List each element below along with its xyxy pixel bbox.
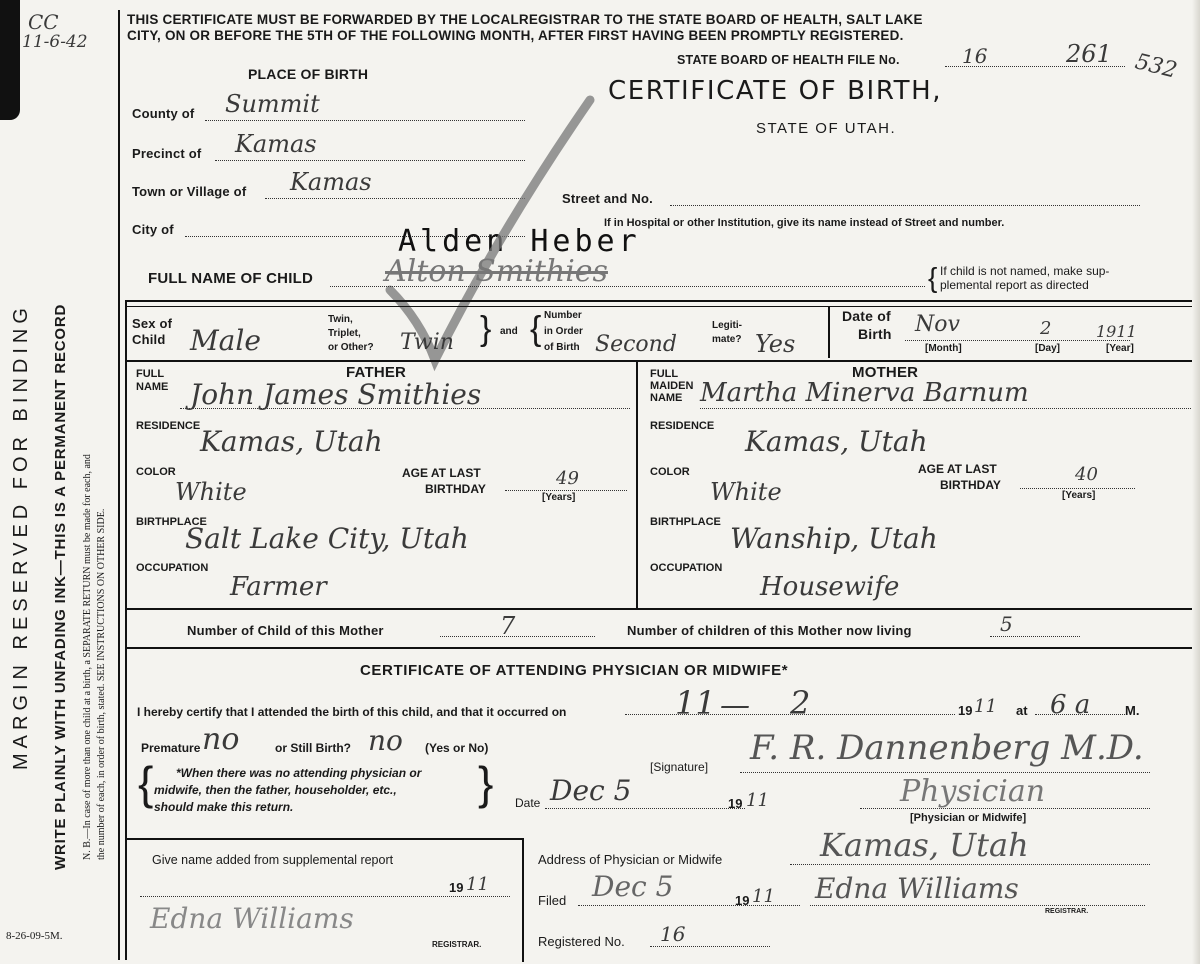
certificate-title: CERTIFICATE OF BIRTH, [608, 76, 943, 106]
town-value: Kamas [290, 168, 372, 196]
hour: 6 a [1050, 690, 1091, 720]
supplemental-label: Give name added from supplemental report [152, 853, 394, 867]
occurred-dash: — [720, 688, 750, 723]
mother-age-label1: AGE AT LAST [918, 462, 997, 476]
yesno-label: (Yes or No) [425, 741, 489, 755]
unnamed-note1: If child is not named, make sup- [940, 264, 1110, 278]
living: 5 [1000, 612, 1013, 636]
date-label: Date [515, 796, 541, 810]
county-label: County of [132, 106, 195, 121]
father-residence-label: RESIDENCE [136, 420, 201, 432]
twin-value: Twin [400, 330, 454, 355]
at-label: at [1016, 703, 1028, 718]
mother-birthplace-label: BIRTHPLACE [650, 516, 721, 528]
signature: F. R. Dannenberg M.D. [750, 728, 1144, 768]
write-plainly-text: WRITE PLAINLY WITH UNFADING INK—THIS IS A PERMANENT RECORD [52, 303, 69, 870]
note-brace-left: { [138, 757, 154, 809]
address-line [790, 864, 1150, 865]
father-age-label2: BIRTHDAY [425, 482, 486, 496]
mother-age-line [1020, 488, 1135, 489]
note-line2: midwife, then the father, householder, etc., [154, 783, 397, 797]
father-color: White [175, 478, 247, 506]
note-brace-right: } [478, 757, 494, 809]
town-label: Town or Village of [132, 184, 247, 199]
living-label: Number of children of this Mother now living [627, 623, 912, 638]
order-label1: Number [544, 310, 582, 321]
child-number-label: Number of Child of this Mother [187, 623, 384, 638]
role-label: [Physician or Midwife] [910, 812, 1027, 824]
nb-note-line1: N. B.—In case of more than one child at a birth, a SEPARATE RETURN must be made for each, and [82, 454, 93, 860]
filed-value: Dec 5 [592, 870, 674, 903]
father-heading: FATHER [346, 364, 407, 381]
filed-year-prefix: 19 [735, 893, 750, 908]
filed-year: 11 [752, 886, 775, 907]
street-line [670, 205, 1140, 206]
month-label: [Month] [925, 343, 962, 354]
mother-occupation: Housewife [760, 572, 900, 602]
twin-brace: } [480, 310, 492, 348]
row-line-parents [126, 360, 1200, 362]
premature-label: Premature [141, 741, 201, 755]
day-label: [Day] [1035, 343, 1061, 354]
sex-label2: Child [132, 332, 166, 347]
father-name: John James Smithies [190, 378, 482, 411]
supplemental-year: 11 [466, 874, 489, 895]
notice-line1: THIS CERTIFICATE MUST BE FORWARDED BY THE LOCALREGISTRAR TO THE STATE BOARD OF HEALTH, SALT LAKE [127, 12, 923, 27]
mother-age: 40 [1075, 464, 1098, 485]
mother-full-label2: MAIDEN [650, 380, 694, 392]
living-line [990, 636, 1080, 637]
dob-month: Nov [915, 312, 960, 337]
mother-years-label: [Years] [1062, 490, 1096, 501]
filed-label: Filed [538, 893, 567, 908]
dob-label2: Birth [858, 326, 892, 342]
father-residence: Kamas, Utah [200, 425, 383, 458]
left-margin [0, 0, 120, 964]
address-label: Address of Physician or Midwife [538, 852, 723, 867]
father-occupation-label: OCCUPATION [136, 562, 209, 574]
corner-date: 11-6-42 [22, 32, 88, 52]
corner-note: CC [28, 10, 59, 34]
corner-number: 532 [1132, 49, 1180, 84]
file-label: STATE BOARD OF HEALTH FILE No. [677, 53, 900, 67]
mother-color: White [710, 478, 782, 506]
physician-heading: CERTIFICATE OF ATTENDING PHYSICIAN OR MIDWIFE* [360, 662, 789, 679]
premature-value: no [202, 722, 240, 757]
precinct-value: Kamas [235, 130, 317, 158]
unnamed-brace: { [928, 262, 938, 293]
mother-name-line [700, 408, 1195, 409]
mother-color-label: COLOR [650, 466, 690, 478]
row-line-top [126, 300, 1200, 302]
occurred-month: 11 [675, 684, 716, 722]
mother-residence: Kamas, Utah [745, 425, 928, 458]
page-edge [1192, 0, 1200, 964]
name-struck: Alton Smithies [385, 254, 608, 289]
date-line [545, 808, 745, 809]
mother-name: Martha Minerva Barnum [700, 378, 1029, 408]
certify-text: I hereby certify that I attended the birth of this child, and that it occurred on [137, 705, 567, 719]
full-name-label: FULL NAME OF CHILD [148, 270, 313, 287]
dob-label1: Date of [842, 308, 891, 324]
year-label: [Year] [1106, 343, 1134, 354]
city-label: City of [132, 222, 174, 237]
father-age-line [505, 490, 627, 491]
signature-line [740, 772, 1150, 773]
registered-value: 16 [660, 922, 686, 946]
filing-registrar-sig: Edna Williams [815, 872, 1019, 905]
order-label2: in Order [544, 326, 583, 337]
signature-label: [Signature] [650, 760, 709, 774]
mother-occupation-label: OCCUPATION [650, 562, 723, 574]
dob-year: 1911 [1096, 322, 1137, 341]
supplemental-registrar-label: REGISTRAR. [432, 940, 482, 949]
file-number: 261 [1066, 40, 1112, 68]
twin-label3: or Other? [328, 342, 374, 353]
margin-reserved-text: MARGIN RESERVED FOR BINDING [10, 303, 32, 770]
m-label: M. [1125, 703, 1140, 718]
legit-label1: Legiti- [712, 320, 742, 331]
precinct-label: Precinct of [132, 146, 202, 161]
name-correction: Alden Heber [398, 224, 641, 259]
sex-label1: Sex of [132, 316, 173, 331]
father-full-label2: NAME [136, 381, 169, 393]
physician-title: Physician [900, 774, 1046, 809]
date-year-prefix: 19 [728, 796, 743, 811]
mother-full-label3: NAME [650, 392, 683, 404]
ink-smudge [0, 0, 20, 120]
dob-day: 2 [1040, 318, 1052, 339]
note-line1: *When there was no attending physician or [176, 766, 422, 780]
legit-label2: mate? [712, 334, 742, 345]
registered-line [650, 946, 770, 947]
form-code: 8-26-09-5M. [6, 930, 63, 942]
stillbirth-value: no [368, 724, 403, 757]
form-left-border [118, 10, 120, 960]
county-value: Summit [225, 90, 320, 118]
father-full-label1: FULL [136, 368, 165, 380]
supplemental-year-prefix: 19 [449, 880, 464, 895]
father-birthplace-label: BIRTHPLACE [136, 516, 207, 528]
father-age: 49 [556, 468, 579, 489]
father-occupation: Farmer [230, 572, 327, 602]
occurred-year-prefix: 19 [958, 703, 973, 718]
registered-label: Registered No. [538, 934, 625, 949]
mother-full-label1: FULL [650, 368, 679, 380]
twin-label1: Twin, [328, 314, 353, 325]
certificate-subtitle: STATE OF UTAH. [756, 120, 897, 137]
place-of-birth-heading: PLACE OF BIRTH [248, 66, 369, 82]
father-age-label1: AGE AT LAST [402, 466, 481, 480]
mother-birthplace: Wanship, Utah [730, 522, 938, 555]
child-number-line [440, 636, 595, 637]
nb-note-line2: the number of each, in order of birth, stated. SEE INSTRUCTIONS ON OTHER SIDE. [96, 508, 107, 860]
mother-residence-label: RESIDENCE [650, 420, 715, 432]
occurred-day: 2 [790, 684, 811, 722]
street-label: Street and No. [562, 191, 653, 206]
child-number: 7 [500, 612, 516, 640]
dob-divider [828, 306, 830, 358]
father-color-label: COLOR [136, 466, 176, 478]
stillbirth-label: or Still Birth? [275, 741, 351, 755]
row-line-physician [126, 647, 1200, 649]
order-brace: { [530, 310, 542, 348]
address-value: Kamas, Utah [820, 826, 1029, 864]
row-line-counts [126, 608, 1200, 610]
registrar-line [810, 905, 1145, 906]
parents-divider [636, 360, 638, 610]
row-line-top2 [126, 306, 1200, 307]
date-value: Dec 5 [550, 774, 632, 807]
occurred-year: 11 [974, 696, 997, 717]
file-value: 16 [962, 44, 988, 68]
supplemental-registrar-sig: Edna Williams [150, 902, 354, 935]
title-line [860, 808, 1150, 809]
father-birthplace: Salt Lake City, Utah [185, 522, 469, 555]
mother-heading: MOTHER [852, 364, 919, 381]
supplemental-line [140, 896, 510, 897]
filing-registrar-label: REGISTRAR. [1045, 908, 1089, 915]
order-value: Second [595, 332, 677, 357]
legit-value: Yes [755, 330, 796, 358]
date-year: 11 [746, 790, 769, 811]
sex-value: Male [190, 324, 261, 357]
father-years-label: [Years] [542, 492, 576, 503]
hospital-note: If in Hospital or other Institution, give its name instead of Street and number. [604, 217, 1005, 229]
unnamed-note2: plemental report as directed [940, 278, 1089, 292]
twin-label2: Triplet, [328, 328, 361, 339]
and-label: and [500, 326, 518, 337]
notice-line2: CITY, ON OR BEFORE THE 5TH OF THE FOLLOWING MONTH, AFTER FIRST HAVING BEEN PROMPTLY REGISTERED. [127, 28, 904, 43]
note-line3: should make this return. [154, 800, 294, 814]
mother-age-label2: BIRTHDAY [940, 478, 1001, 492]
order-label3: of Birth [544, 342, 580, 353]
